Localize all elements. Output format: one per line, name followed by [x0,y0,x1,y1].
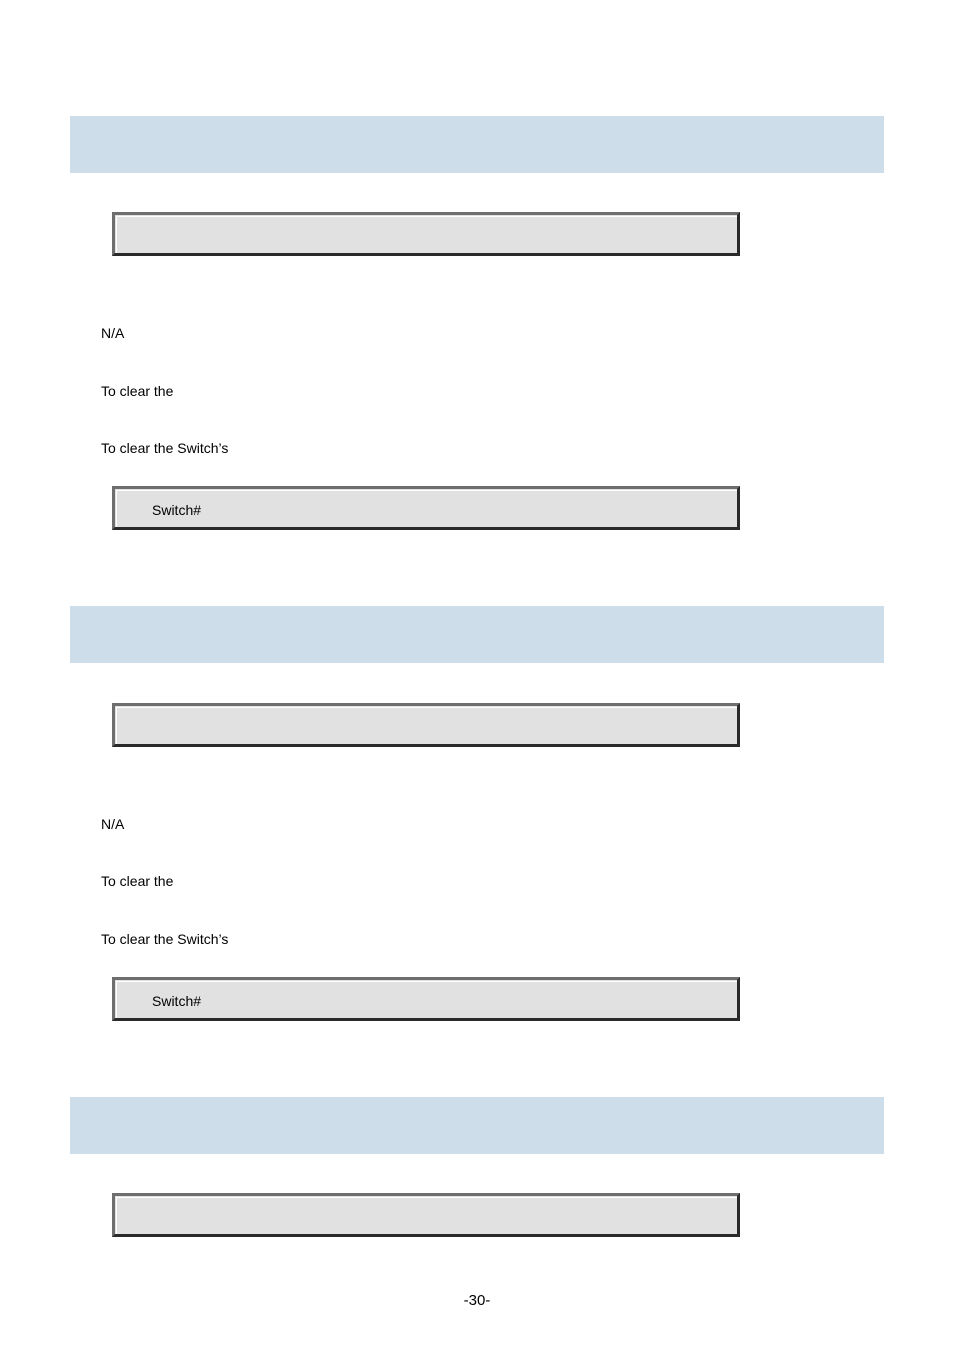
example-text-1: To clear the Switch’s [101,440,229,456]
syntax-box-3 [112,1193,740,1237]
parameter-text-1: N/A [101,325,125,341]
syntax-box-bevel [116,707,737,744]
example-box-bevel [116,981,737,1018]
section-header-1 [70,116,884,173]
section-header-2 [70,606,884,663]
example-box-bevel [116,490,737,527]
example-code: Switch# [152,502,202,518]
example-code: Switch# [152,993,202,1009]
example-code-box-1 [112,486,740,530]
syntax-box-1 [112,212,740,256]
parameter-text-2: N/A [101,816,125,832]
example-code-box-2 [112,977,740,1021]
example-text-2: To clear the Switch’s [101,931,229,947]
usage-text-1: To clear the [101,383,174,399]
usage-text-2: To clear the [101,873,174,889]
syntax-box-bevel [116,216,737,253]
page-number: -30- [463,1292,491,1309]
syntax-box-2 [112,703,740,747]
section-header-3 [70,1097,884,1154]
syntax-box-bevel [116,1197,737,1234]
